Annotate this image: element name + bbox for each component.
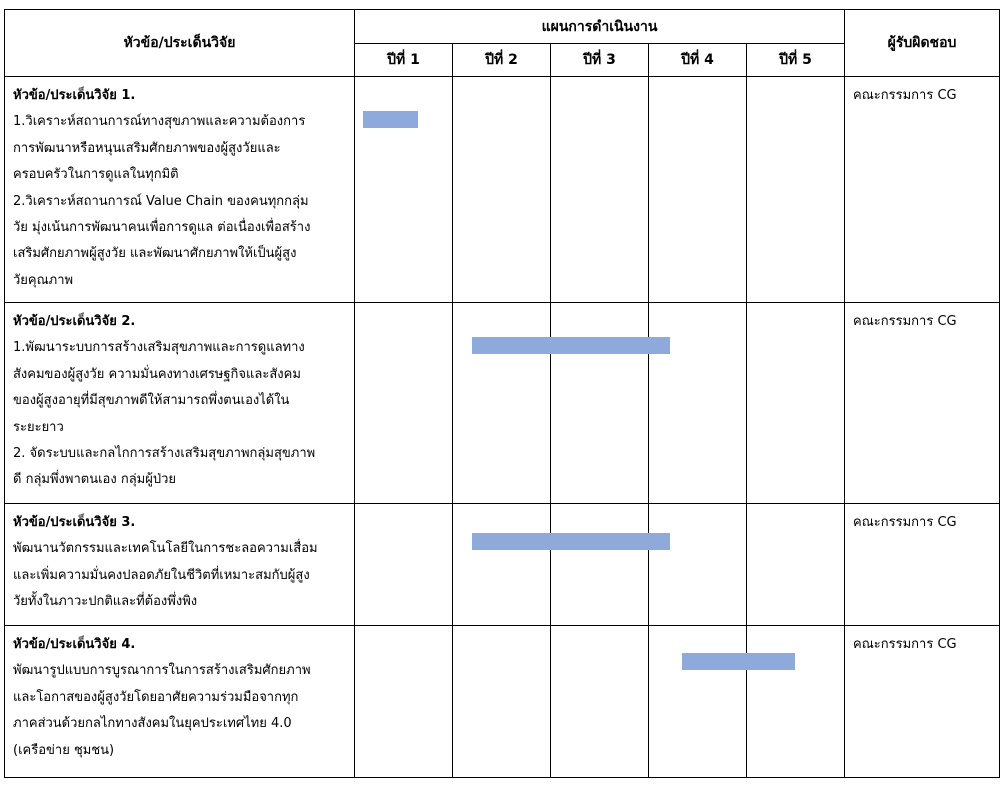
research-topic-line: วัยทั้งในภาวะปกติและที่ต้องพึ่งพิง <box>13 594 198 610</box>
research-topic-line: เสริมศักยภาพผู้สูงวัย และพัฒนาศักยภาพให้เป็นผู้สูง <box>13 246 297 262</box>
year-3-header: ปีที่ 3 <box>551 44 649 77</box>
owner-cell: คณะกรรมการ CG <box>845 77 1000 303</box>
research-topic-line: การพัฒนาหรือหนุนเสริมศักยภาพของผู้สูงวัยและ <box>13 140 281 156</box>
year-2-cell <box>453 77 551 303</box>
year-2-cell <box>453 303 551 504</box>
research-topic-cell <box>5 504 355 626</box>
plan-column-header: แผนการดำเนินงาน <box>355 10 845 44</box>
research-topic-line: 2.วิเคราะห์สถานการณ์ Value Chain ของคนทุกกลุ่ม <box>13 193 309 209</box>
research-topic-line: วัย มุ่งเน้นการพัฒนาคนเพื่อการดูแล ต่อเนื่องเพื่อสร้าง <box>13 220 311 236</box>
year-1-cell <box>355 504 453 626</box>
research-topic-cell <box>5 77 355 303</box>
research-topic-line: สังคมของผู้สูงวัย ความมั่นคงทางเศรษฐกิจและสังคม <box>13 366 301 382</box>
year-3-cell <box>551 504 649 626</box>
year-5-header: ปีที่ 5 <box>747 44 845 77</box>
year-5-cell <box>747 504 845 626</box>
research-topic-title: หัวข้อ/ประเด็นวิจัย 1. <box>13 88 136 103</box>
year-5-cell <box>747 626 845 778</box>
table-row <box>5 626 1000 778</box>
owner-column-header: ผู้รับผิดชอบ <box>845 10 1000 77</box>
research-topic-line: วัยคุณภาพ <box>13 272 74 288</box>
year-4-cell <box>649 303 747 504</box>
year-1-cell <box>355 626 453 778</box>
year-3-cell <box>551 77 649 303</box>
owner-cell: คณะกรรมการ CG <box>845 303 1000 504</box>
research-topic-line: 2. จัดระบบและกลไกการสร้างเสริมสุขภาพกลุ่มสุขภาพ <box>13 446 316 462</box>
table-row <box>5 303 1000 504</box>
research-topic-line: ดี กลุ่มพึ่งพาตนเอง กลุ่มผู้ป่วย <box>13 472 177 488</box>
research-topic-line: พัฒนารูปแบบการบูรณาการในการสร้างเสริมศักยภาพ <box>13 663 311 679</box>
year-2-cell <box>453 626 551 778</box>
table-row <box>5 504 1000 626</box>
topic-column-header: หัวข้อ/ประเด็นวิจัย <box>5 10 355 77</box>
year-2-header: ปีที่ 2 <box>453 44 551 77</box>
year-1-header: ปีที่ 1 <box>355 44 453 77</box>
research-topic-line: และเพิ่มความมั่นคงปลอดภัยในชีวิตที่เหมาะสมกับผู้สูง <box>13 567 310 583</box>
year-4-cell <box>649 504 747 626</box>
year-3-cell <box>551 303 649 504</box>
research-topic-title: หัวข้อ/ประเด็นวิจัย 4. <box>13 637 136 652</box>
year-5-cell <box>747 77 845 303</box>
research-topic-cell <box>5 626 355 778</box>
year-1-cell <box>355 77 453 303</box>
research-plan-table <box>4 9 1000 778</box>
research-topic-title: หัวข้อ/ประเด็นวิจัย 2. <box>13 314 136 329</box>
research-topic-title: หัวข้อ/ประเด็นวิจัย 3. <box>13 515 136 530</box>
research-topic-line: ระยะยาว <box>13 419 64 435</box>
year-2-cell <box>453 504 551 626</box>
year-3-cell <box>551 626 649 778</box>
research-topic-line: และโอกาสของผู้สูงวัยโดยอาศัยความร่วมมือจากทุก <box>13 689 299 705</box>
table-row <box>5 77 1000 303</box>
research-topic-line: พัฒนานวัตกรรมและเทคโนโลยีในการชะลอความเสื่อม <box>13 541 318 557</box>
research-topic-line: ครอบครัวในการดูแลในทุกมิติ <box>13 167 179 183</box>
owner-cell: คณะกรรมการ CG <box>845 626 1000 778</box>
year-1-cell <box>355 303 453 504</box>
year-4-cell <box>649 77 747 303</box>
year-4-cell <box>649 626 747 778</box>
research-topic-line: 1.พัฒนาระบบการสร้างเสริมสุขภาพและการดูแลทาง <box>13 340 305 356</box>
owner-cell: คณะกรรมการ CG <box>845 504 1000 626</box>
research-topic-line: ภาคส่วนด้วยกลไกทางสังคมในยุคประเทศไทย 4.0 <box>13 716 292 732</box>
year-4-header: ปีที่ 4 <box>649 44 747 77</box>
year-5-cell <box>747 303 845 504</box>
research-topic-cell <box>5 303 355 504</box>
research-topic-line: ของผู้สูงอายุที่มีสุขภาพดีให้สามารถพึ่งตนเองได้ใน <box>13 393 290 409</box>
research-topic-line: (เครือข่าย ชุมชน) <box>13 742 115 758</box>
research-topic-line: 1.วิเคราะห์สถานการณ์ทางสุขภาพและความต้องการ <box>13 114 306 130</box>
